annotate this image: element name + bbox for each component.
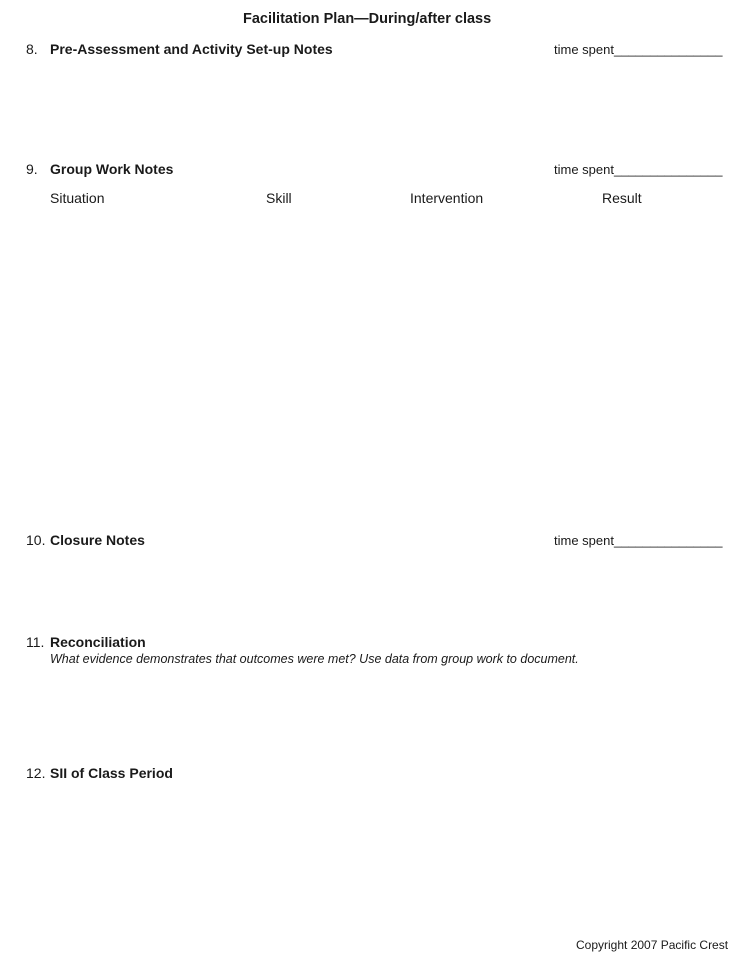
section-number: 11. (26, 634, 45, 650)
section-number: 9. (26, 161, 38, 177)
section-heading: Reconciliation (50, 634, 146, 650)
column-header-intervention: Intervention (410, 190, 484, 206)
page-title: Facilitation Plan—During/after class (243, 11, 492, 27)
time-spent-field: time spent_______________ (554, 533, 723, 548)
time-spent-field: time spent_______________ (554, 42, 723, 57)
time-spent-field: time spent_______________ (554, 162, 723, 177)
section-number: 8. (26, 41, 38, 57)
section-heading: Group Work Notes (50, 161, 174, 177)
column-header-situation: Situation (50, 190, 105, 206)
section-number: 12. (26, 765, 46, 781)
section-heading: Pre-Assessment and Activity Set-up Notes (50, 41, 333, 57)
column-header-result: Result (602, 190, 642, 206)
section-heading: Closure Notes (50, 532, 145, 548)
copyright-notice: Copyright 2007 Pacific Crest (576, 938, 729, 952)
section-prompt: What evidence demonstrates that outcomes were met? Use data from group work to document. (50, 652, 579, 666)
section-heading: SII of Class Period (50, 765, 173, 781)
column-header-skill: Skill (266, 190, 292, 206)
section-number: 10. (26, 532, 46, 548)
